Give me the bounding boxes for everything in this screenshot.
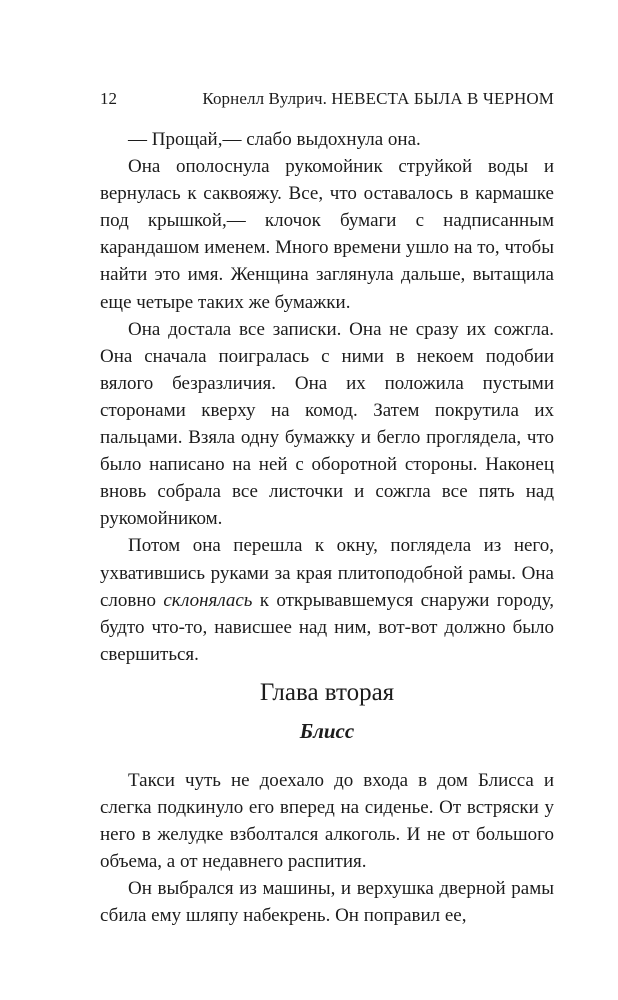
paragraph: Он выбрался из машины, и верхушка дверной рамы сбила ему шляпу набекрень. Он поправил ее, [100,878,554,927]
paragraph: — Прощай,— слабо выдохнула она. [128,129,421,150]
paragraph: Она ополоснула рукомойник струйкой воды и вернулась к саквояжу. Все, что оставалось в кармашке под крышкой,— клочок бумаги с надписанным карандашом именем. Много времени ушло на то, чтобы найти это имя. Женщина заглянула дальше, вытащила еще четыре таких же бумажки. [100,156,554,313]
chapter-title: Глава вторая [259,679,395,706]
running-title: Корнелл Вулрич. НЕВЕСТА БЫЛА В ЧЕРНОМ [202,89,554,108]
running-head [100,88,554,110]
chapter-subtitle: Блисс [299,719,355,743]
paragraph: Она достала все записки. Она не сразу их сожгла. Она сначала поигралась с ними в некоем подобии вялого безразличия. Она их положила пустыми сторонами кверху на комод. Затем покрутила их пальцами. Взяла одну бумажку и бегло проглядела, что было написано на ней с оборотной стороны. Наконец вновь собрала все листочки и сожгла все пять над рукомойником. [100,318,554,530]
paragraph-text: к открывавшемуся снаружи городу, будто что-то, нависшее над ним, вот-вот должно было свершиться. [100,589,554,665]
text-block-before-chapter [100,126,554,668]
emphasized-word: склонялась [163,589,253,611]
paragraph-text: Потом она перешла к окну, поглядела из него, ухватившись руками за края плитоподобной рамы. Она словно [100,535,554,611]
paragraph-window [100,532,554,667]
text-block-after-chapter [100,767,554,930]
paragraph: Такси чуть не доехало до входа в дом Блисса и слегка подкинуло его вперед на сиденье. От встряски у него в желудке взболтался алкоголь. И не от большого объема, а от недавнего распития. [100,770,554,873]
page-number: 12 [100,89,117,108]
